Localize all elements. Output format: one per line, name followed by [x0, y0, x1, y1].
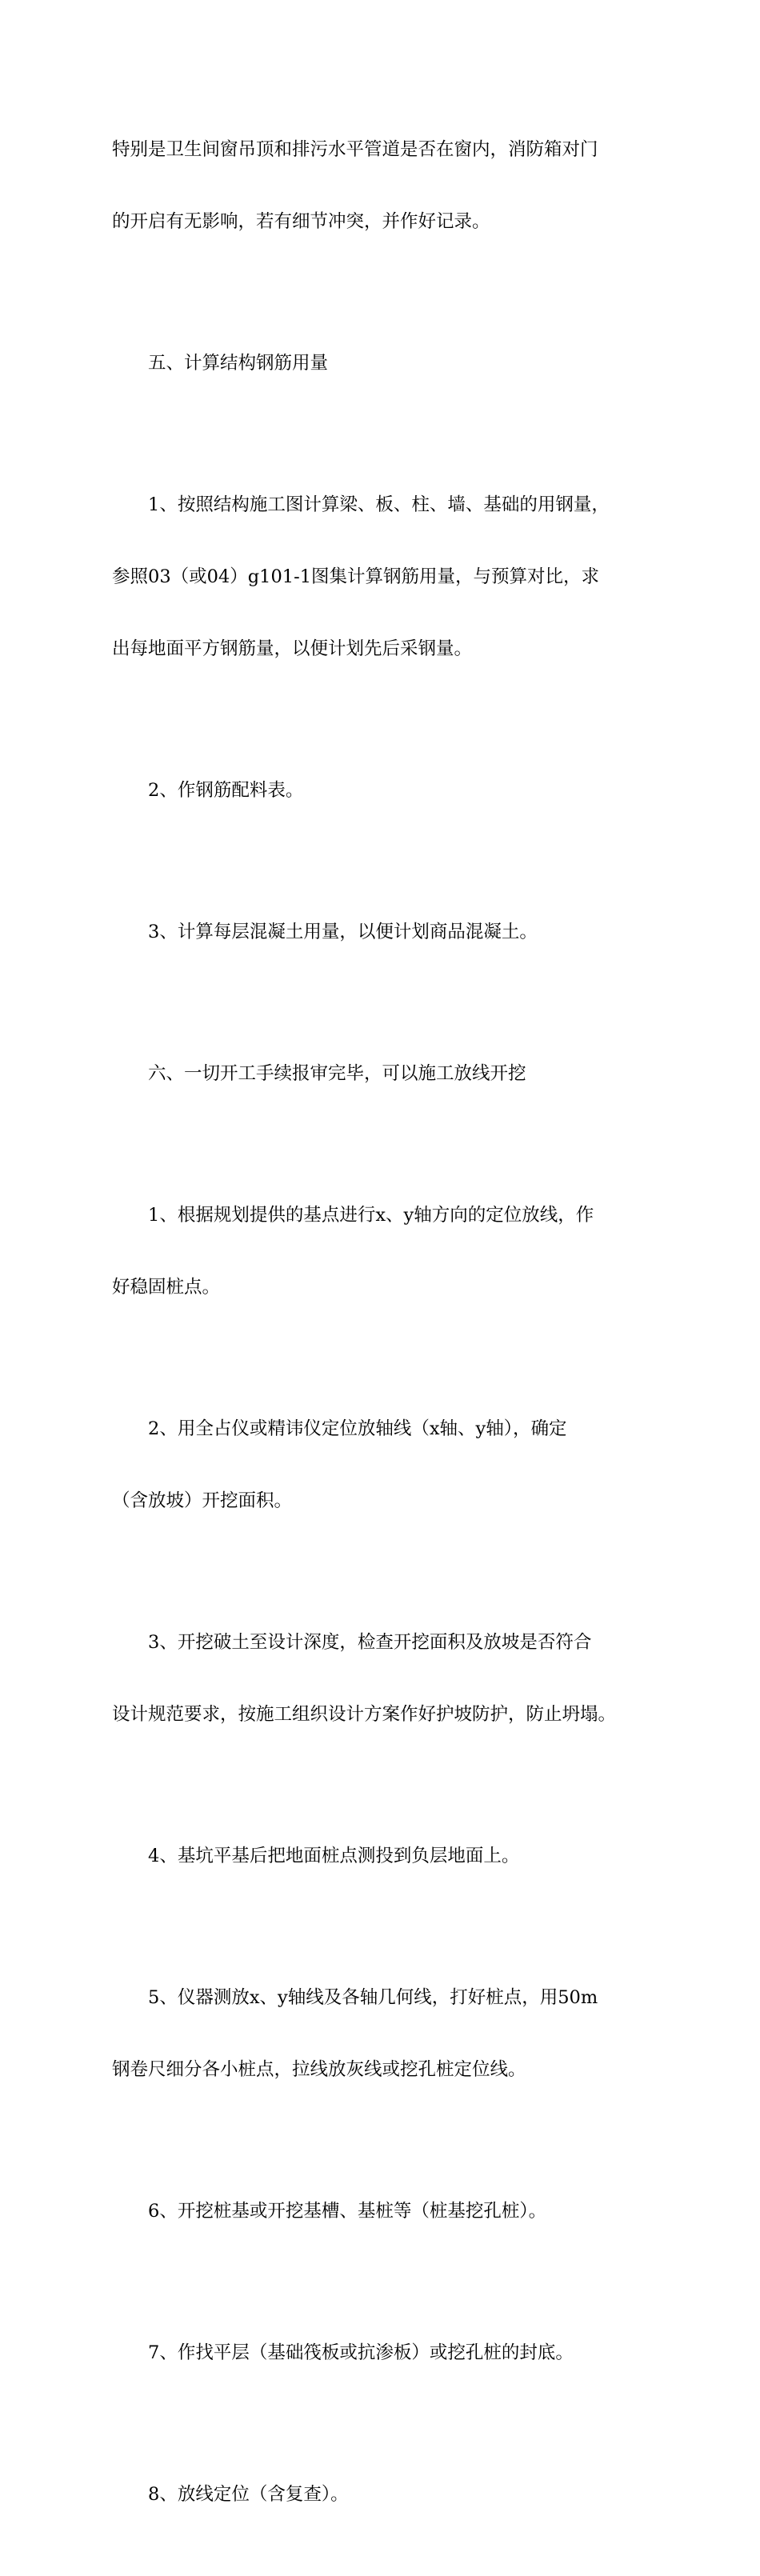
paragraph [112, 1796, 672, 1916]
paragraph [112, 1155, 672, 1347]
document-body [112, 90, 672, 2576]
text-line: 好稳固桩点。 [112, 1277, 221, 1298]
text-line: 5、仪器测放x、y轴线及各轴几何线，打好桩点，用50m [112, 1987, 598, 2008]
text-line: 五、计算结构钢筋用量 [112, 353, 329, 374]
text-line: （含放坡）开挖面积。 [112, 1490, 293, 1511]
paragraph [112, 872, 672, 992]
text-line: 出每地面平方钢筋量，以便计划先后采钢量。 [112, 638, 473, 659]
text-line: 4、基坑平基后把地面桩点测投到负层地面上。 [112, 1846, 520, 1866]
text-line: 2、作钢筋配料表。 [112, 780, 304, 801]
paragraph [112, 445, 672, 709]
text-line: 1、根据规划提供的基点进行x、y轴方向的定位放线，作 [112, 1205, 594, 1226]
text-line: 设计规范要求，按施工组织设计方案作好护坡防护，防止坍塌。 [112, 1704, 617, 1725]
text-line: 特别是卫生间窗吊顶和排污水平管道是否在窗内，消防箱对门 [112, 139, 598, 160]
text-line: 7、作找平层（基础筏板或抗渗板）或挖孔桩的封底。 [112, 2342, 574, 2363]
section-heading [112, 1014, 672, 1134]
text-line: 2、用全占仪或精讳仪定位放轴线（x轴、y轴），确定 [112, 1418, 567, 1439]
text-line: 3、开挖破土至设计深度，检查开挖面积及放坡是否符合 [112, 1632, 592, 1653]
paragraph [112, 1938, 672, 2130]
paragraph [112, 1582, 672, 1774]
text-line: 1、按照结构施工图计算梁、板、柱、墙、基础的用钢量， [112, 494, 610, 515]
text-line: 六、一切开工手续报审完毕，可以施工放线开挖 [112, 1063, 526, 1084]
text-line: 钢卷尺细分各小桩点，拉线放灰线或挖孔桩定位线。 [112, 2059, 526, 2080]
paragraph [112, 1369, 672, 1561]
text-line: 参照03（或04）g101-1图集计算钢筋用量，与预算对比，求 [112, 566, 600, 587]
text-line: 8、放线定位（含复查）。 [112, 2484, 349, 2505]
paragraph [112, 90, 672, 282]
text-line: 6、开挖桩基或开挖基槽、基桩等（桩基挖孔桩）。 [112, 2201, 547, 2222]
paragraph [112, 2293, 672, 2413]
text-line: 的开启有无影响，若有细节冲突，并作好记录。 [112, 211, 490, 232]
section-heading [112, 303, 672, 423]
paragraph [112, 2434, 672, 2554]
paragraph [112, 2151, 672, 2271]
text-line: 3、计算每层混凝土用量，以便计划商品混凝土。 [112, 922, 538, 942]
paragraph [112, 730, 672, 850]
